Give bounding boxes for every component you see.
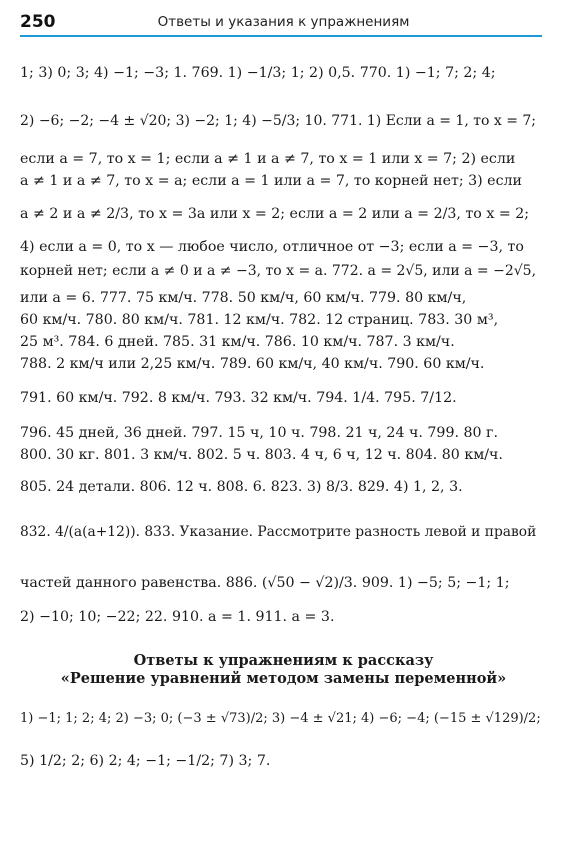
answer-line-11: 788. 2 км/ч или 2,25 км/ч. 789. 60 км/ч, 40 км/ч. 790. 60 км/ч.: [20, 356, 485, 372]
section-answer-line-2: 5) 1/2; 2; 6) 2; 4; −1; −1/2; 7) 3; 7.: [20, 753, 271, 769]
answer-line-16: 832. 4/(a(a+12)). 833. Указание. Рассмотрите разность левой и правой: [20, 524, 537, 540]
answer-line-7: корней нет; если a ≠ 0 и a ≠ −3, то x = a. 772. a = 2√5, или a = −2√5,: [20, 263, 537, 279]
answer-line-8: или a = 6. 777. 75 км/ч. 778. 50 км/ч, 60 км/ч. 779. 80 км/ч,: [20, 290, 467, 306]
running-head: Ответы и указания к упражнениям: [157, 14, 410, 30]
answer-line-3: если a = 7, то x = 1; если a ≠ 1 и a ≠ 7, то x = 1 или x = 7; 2) если: [20, 151, 516, 167]
answer-line-6: 4) если a = 0, то x — любое число, отличное от −3; если a = −3, то: [20, 239, 524, 255]
answer-line-10: 25 м³. 784. 6 дней. 785. 31 км/ч. 786. 10 км/ч. 787. 3 км/ч.: [20, 334, 455, 350]
section-title-line-1: Ответы к упражнениям к рассказу: [133, 652, 434, 669]
page-number: 250: [20, 12, 56, 32]
answer-line-5: a ≠ 2 и a ≠ 2/3, то x = 3a или x = 2; если a = 2 или a = 2/3, то x = 2;: [20, 206, 530, 222]
section-answer-line-1: 1) −1; 1; 2; 4; 2) −3; 0; (−3 ± √73)/2; 3) −4 ± √21; 4) −6; −4; (−15 ± √129)/2;: [20, 711, 541, 726]
header-rule: [20, 35, 542, 37]
answer-line-18: 2) −10; 10; −22; 22. 910. a = 1. 911. a = 3.: [20, 609, 335, 625]
answer-line-9: 60 км/ч. 780. 80 км/ч. 781. 12 км/ч. 782. 12 страниц. 783. 30 м³,: [20, 312, 499, 328]
answer-line-13: 796. 45 дней, 36 дней. 797. 15 ч, 10 ч. 798. 21 ч, 24 ч. 799. 80 г.: [20, 425, 499, 441]
answer-line-4: a ≠ 1 и a ≠ 7, то x = a; если a = 1 или a = 7, то корней нет; 3) если: [20, 173, 522, 189]
answer-line-17: частей данного равенства. 886. (√50 − √2)/3. 909. 1) −5; 5; −1; 1;: [20, 575, 510, 591]
answer-line-15: 805. 24 детали. 806. 12 ч. 808. 6. 823. 3) 8/3. 829. 4) 1, 2, 3.: [20, 479, 463, 495]
answer-line-1: 1; 3) 0; 3; 4) −1; −3; 1. 769. 1) −1/3; 1; 2) 0,5. 770. 1) −1; 7; 2; 4;: [20, 65, 496, 81]
answer-line-2: 2) −6; −2; −4 ± √20; 3) −2; 1; 4) −5/3; 10. 771. 1) Если a = 1, то x = 7;: [20, 113, 536, 129]
answer-line-14: 800. 30 кг. 801. 3 км/ч. 802. 5 ч. 803. 4 ч, 6 ч, 12 ч. 804. 80 км/ч.: [20, 447, 503, 463]
section-title-line-2: «Решение уравнений методом замены переменной»: [60, 670, 507, 687]
answer-line-12: 791. 60 км/ч. 792. 8 км/ч. 793. 32 км/ч. 794. 1/4. 795. 7/12.: [20, 390, 457, 406]
